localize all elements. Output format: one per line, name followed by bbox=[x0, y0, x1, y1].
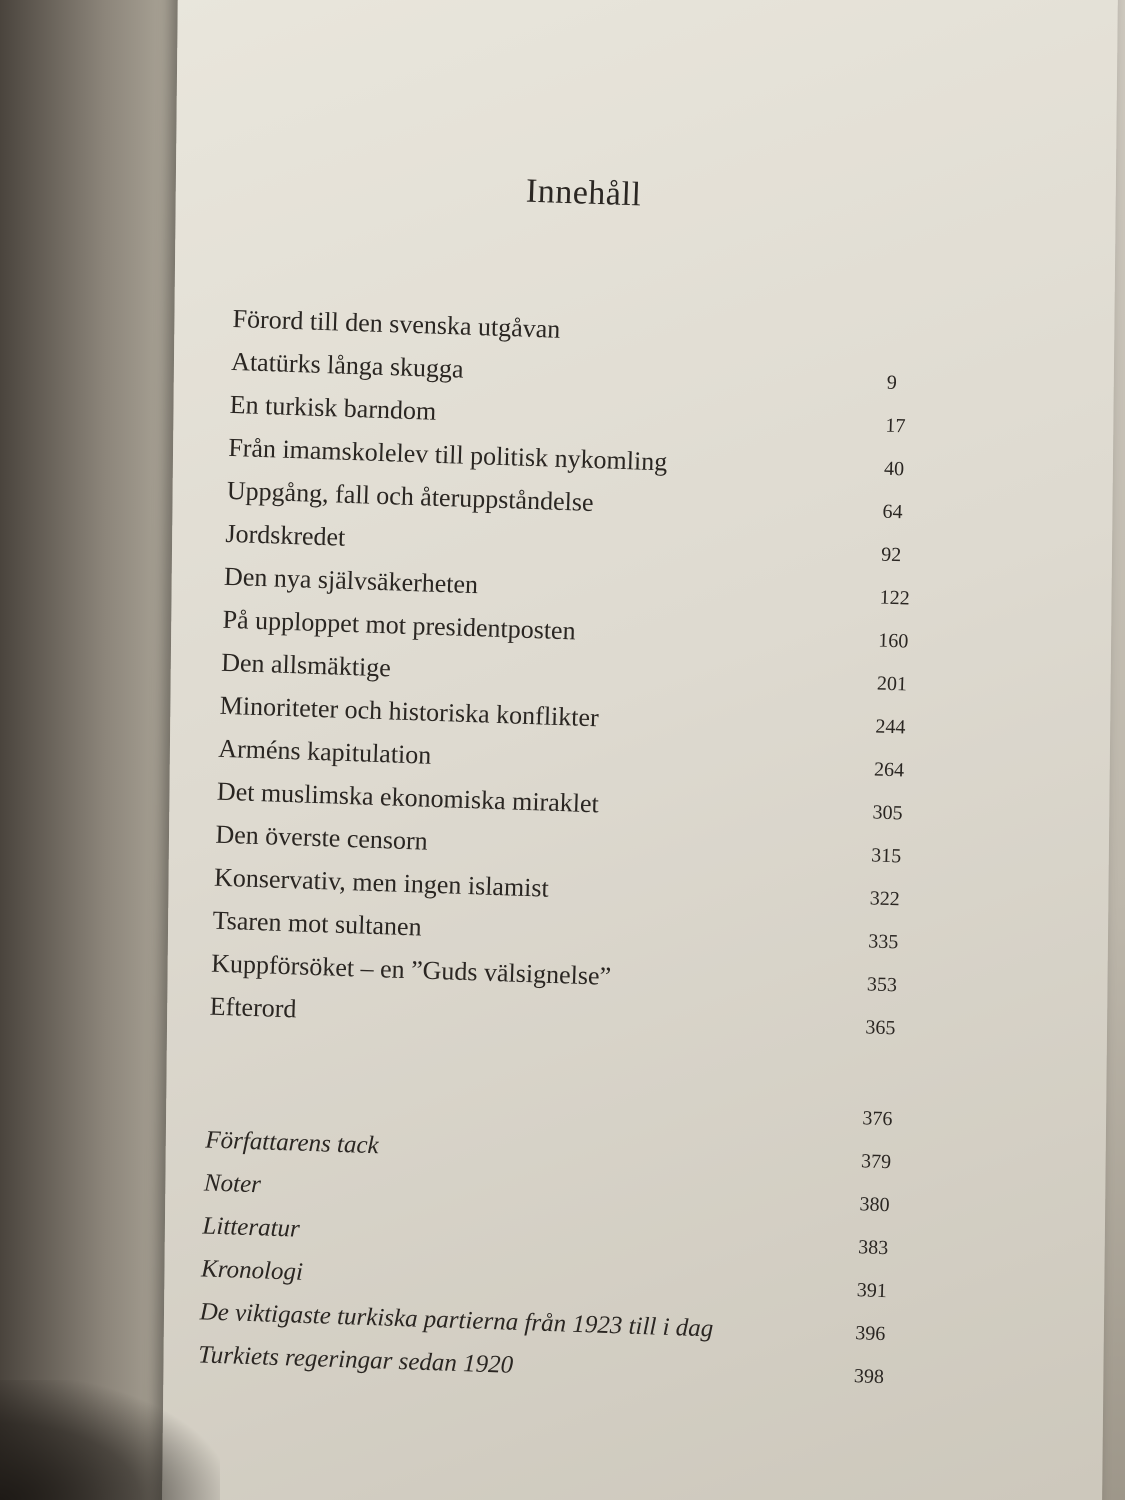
toc-entry-title: Den överste censorn bbox=[215, 819, 429, 856]
toc-entry-page: 244 bbox=[875, 715, 906, 739]
toc-entry-page: 396 bbox=[854, 1322, 886, 1346]
toc-entry-title: Från imamskolelev till politisk nykomling bbox=[227, 432, 668, 477]
toc-entry-page: 122 bbox=[879, 586, 911, 610]
toc-entry-page: 335 bbox=[867, 930, 899, 954]
toc-entry-page: 264 bbox=[873, 758, 905, 782]
toc-entry-title: Den allsmäktige bbox=[220, 647, 392, 683]
book-page bbox=[162, 0, 1118, 1500]
toc-entry-page: 9 bbox=[886, 371, 898, 394]
toc-entry-page: 305 bbox=[872, 801, 903, 825]
toc-entry-title: Litteratur bbox=[202, 1212, 301, 1243]
table-of-contents bbox=[198, 297, 923, 1399]
finger-shadow bbox=[0, 1380, 220, 1500]
toc-entry-page: 380 bbox=[859, 1193, 890, 1217]
toc-entry-title: Noter bbox=[203, 1169, 262, 1199]
toc-entry-title: Tsaren mot sultanen bbox=[212, 905, 423, 942]
toc-entry-title: De viktigaste turkiska partierna från 1923 till i dag bbox=[199, 1298, 714, 1343]
toc-entry-title: Atatürks långa skugga bbox=[230, 346, 465, 384]
toc-entry-page: 40 bbox=[883, 457, 905, 481]
toc-entry-title: Uppgång, fall och återuppståndelse bbox=[226, 475, 595, 518]
toc-entry-title: Efterord bbox=[209, 991, 297, 1024]
toc-entry-title: Konservativ, men ingen islamist bbox=[213, 862, 550, 903]
toc-entry-page: 383 bbox=[857, 1236, 889, 1260]
toc-entry-title: Förord till den svenska utgåvan bbox=[232, 303, 561, 344]
page-title: Innehåll bbox=[525, 172, 642, 214]
toc-entry-page: 353 bbox=[866, 973, 898, 997]
toc-entry-title: Turkiets regeringar sedan 1920 bbox=[197, 1341, 514, 1379]
toc-entry-page: 398 bbox=[853, 1365, 885, 1389]
toc-entry-title: Kuppförsöket – en ”Guds välsignelse” bbox=[210, 948, 612, 991]
toc-entry-title: Minoriteter och historiska konflikter bbox=[219, 690, 600, 733]
page-content bbox=[128, 0, 1117, 1500]
toc-entry-page: 365 bbox=[865, 1016, 896, 1040]
toc-entry-page: 315 bbox=[870, 844, 902, 868]
toc-entry-title: En turkisk barndom bbox=[229, 389, 437, 426]
toc-entry-page: 64 bbox=[882, 500, 903, 524]
toc-entry-page: 322 bbox=[869, 887, 901, 911]
toc-entry-page: 17 bbox=[885, 414, 906, 438]
toc-entry-page: 201 bbox=[876, 672, 908, 696]
toc-entry-page: 379 bbox=[860, 1150, 892, 1174]
toc-entry-title: Författarens tack bbox=[204, 1126, 380, 1160]
toc-entry-page: 160 bbox=[877, 629, 909, 653]
toc-entry-title: Den nya självsäkerheten bbox=[223, 561, 479, 600]
toc-entry-page: 391 bbox=[856, 1279, 888, 1303]
toc-entry-page: 92 bbox=[880, 543, 902, 567]
toc-entry-title: Kronologi bbox=[200, 1255, 304, 1286]
toc-entry-title: Arméns kapitulation bbox=[217, 733, 432, 770]
toc-entry-title: På upploppet mot presidentposten bbox=[222, 604, 577, 646]
toc-entry-title: Det muslimska ekonomiska miraklet bbox=[216, 776, 600, 819]
toc-entry-page: 376 bbox=[862, 1107, 893, 1131]
toc-entry-title: Jordskredet bbox=[225, 518, 346, 552]
